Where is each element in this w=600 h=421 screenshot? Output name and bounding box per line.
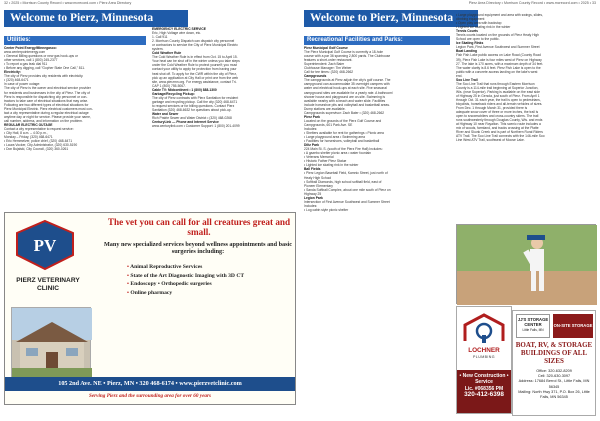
subheading: Diltz Park [304, 143, 320, 148]
vet-tagline: Serving Pierz and the surrounding area for over 60 years [88, 393, 212, 399]
subheading: Garbage/Recycling Pickup: [152, 91, 195, 96]
subheading: Center Point Energy/Minnegasco: [4, 46, 57, 50]
text-line: • Laura Vocker, City Administrator, (320) 630-5190 [4, 143, 78, 148]
section-heading: Recreational Facilities and Parks: [304, 36, 450, 45]
text-line: through Oct. 31 each year, the trail is open to pedestrians, [456, 97, 541, 102]
plumbing-logo [459, 311, 509, 345]
svg-text:PV: PV [33, 236, 57, 255]
office-phone: 320-632-8209 [548, 369, 572, 373]
subheading: EMERGENCY ELECTRIC SERVICE [152, 27, 206, 31]
storage-sign-photo: ON-SITE STORAGE [553, 314, 593, 338]
text-line: Intersection of First Avenue Southwest and Summer Street [304, 199, 390, 204]
vet-service-item: • Endoscopy • Orthopedic surgeries [127, 281, 212, 288]
subheading: Tennis Courts [456, 29, 478, 34]
text-line: Your heat can be shut off in the winter unless you take steps [152, 59, 240, 64]
text-line: 39), Pierz Fish Lake is four miles west of Pierz on Highway [456, 57, 542, 62]
text-line: School are open to the public. [456, 37, 500, 42]
text-line: system. [152, 47, 164, 52]
vet-clinic-name-line-2: CLINIC [37, 285, 59, 293]
text-line: www.centurylink.com • Customer Support: 1 (800) 201-4099 [152, 124, 240, 129]
text-line: Monday – Friday, (320) 468-6471 [4, 135, 53, 140]
subheading: Ice Skating Rinks [456, 41, 484, 46]
running-head: Pierz Area Directory • Morrison County Record • www.mcrecord.com • 2025 • 33 [468, 1, 596, 5]
text-line: The water clarity is 8.6 feet. Pierz Fish Lake is open to the [456, 65, 541, 70]
text-line: County is a 114-mile trail beginning at Superior Junction, [456, 85, 539, 90]
storage-name: JJ'S STORAGE CENTER [517, 317, 549, 328]
text-line: • Facilities for horseshoes, volleyball and basketball [304, 139, 380, 144]
text-line: to request services or for billing questions. Contact Pierz [152, 103, 235, 108]
text-line: CAP 1 (800) 755-5067. [152, 83, 186, 88]
lochner-phone: 320-412-6398 [464, 391, 504, 399]
text-line: garbage and recycling pickup. Call the city (320) 468-6471 [152, 99, 238, 104]
text-line: site, www.pierzmn.org. For energy assistance, contact Tri- [152, 79, 237, 84]
text-line: open to snowmobilers and cross-country skiers. The trail [456, 114, 539, 119]
text-line: Tennis courts located on the grounds of Pierz Healy High [456, 33, 540, 38]
text-line: Healy High School [304, 175, 332, 180]
subheading: Ball Fields [304, 167, 321, 172]
text-line: The Soo Line Trail that runs through Eastern Morrison [456, 81, 535, 86]
text-line: end. [456, 73, 463, 78]
text-line: Includes: [304, 126, 318, 131]
text-line: In case of power outage: [4, 82, 41, 87]
text-line: • (320) 468-6471 [4, 78, 29, 83]
text-line: • Shelters available for rent for gatherings • Picnic area [304, 130, 384, 135]
text-line: • A gazebo shelter picnic area • water fountain [304, 151, 372, 156]
text-line: From Dec. 1 through March 31, provided there is [456, 106, 528, 111]
text-line: contact your utility to apply for protection from having your [152, 67, 237, 72]
text-line: public with a concrete access landing on the lake's west [456, 69, 538, 74]
text-line: The city of Pierz provides city residents with electricity. [4, 74, 84, 79]
vet-clinic-ad [4, 212, 296, 405]
text-line: 27. The lake is 170 acres, with a maximum depth of 34 feet. [456, 61, 544, 66]
text-line: • To report a gas leak dial 911 [4, 62, 48, 67]
text-line: 2. Morrison County Dispatch can dispatch city personnel [152, 39, 235, 44]
storage-logo [516, 314, 550, 338]
text-line: features a short-order restaurant. [304, 58, 353, 63]
text-line: tractors to take care of electrical situations that may arise. [4, 98, 89, 103]
text-line: Located on the grounds of the Pierz Golf Course and [304, 118, 382, 123]
subheading: Water and Sewer [152, 111, 179, 116]
lochner-subtitle: PLUMBING [473, 355, 495, 359]
storage-headline: BOAT, RV, & STORAGE BUILDINGS OF ALL SIZES [515, 341, 593, 365]
subheading: Boat Landing [456, 49, 478, 54]
vet-building-photo [11, 307, 91, 377]
text-line: The Pierz Municipal Golf Course is currently a 18-hole [304, 50, 383, 55]
text-line: heat shut off. To apply for the CWR within the city of Pierz, [152, 71, 237, 76]
text-line: campground can accommodate 35 overnight campers with [304, 82, 390, 87]
lochner-info-bar [457, 370, 511, 413]
page-banner: Welcome to Pierz, Minnesota [4, 10, 188, 27]
text-line: adequate snow cover of three or more inches, the trail is [456, 110, 539, 115]
text-line: climbing equipment [456, 17, 485, 22]
text-line: Legion Park, First Avenue Southwest and Summer Street [456, 45, 540, 50]
text-line: Campgrounds supervisor: Zach Baier • (320) 468-2662 [304, 110, 385, 115]
text-line: • Pierz Legion Baseball Field, Kamnic Street, just north of [304, 171, 388, 176]
text-line: Campgrounds, 601 Park Ave. SE [304, 122, 353, 127]
text-line: The city of Pierz is the owner and electrical service provider [4, 86, 91, 91]
subheading: Campgrounds [304, 74, 327, 79]
text-line: Includes: [304, 203, 318, 208]
vet-clinic-name-line-1: PIERZ VETERINARY [16, 277, 80, 284]
text-line: The campgrounds at Pierz adjoin the city's golf course. The [304, 78, 391, 83]
text-line: Highway 25 [304, 191, 322, 196]
text-line: Superintendent: Zach Baier [304, 62, 345, 67]
text-line: under the Cold Weather Rule to protect yourself; you must [152, 63, 237, 68]
right-page [300, 0, 600, 421]
lochner-license: Lic. #068356 PM [464, 385, 504, 392]
vet-subheadline: Many new specialized services beyond wellness appointments and basic surgeries including: [103, 241, 293, 256]
text-line: Eric, High Voltage wire down, etc. [152, 31, 202, 36]
recreation-column-2 [456, 13, 596, 143]
text-line: shower house and playground are on-site. Swimming is [304, 94, 385, 99]
storage-city: Little Falls, MN [522, 327, 544, 332]
vet-clinic-name [11, 277, 85, 294]
text-line: Wis. (near Superior). Parking is available on the east side [456, 89, 540, 94]
recreation-column-1 [304, 46, 450, 212]
subheading: Soo Line Trail [456, 77, 478, 82]
lochner-name: LOCHNER [468, 347, 500, 354]
text-line: tact a city representative during a regular electrical outage [4, 110, 89, 115]
text-line: • City Hall, 8 a.m. – 4:30 p.m., [4, 130, 48, 135]
text-line: • Don Bujalski, City Council, (320) 360-0261 [4, 147, 69, 152]
subheading: Electricity: [4, 70, 21, 75]
text-line: mix of woods, farmland, and tracks crossing at the Platte [456, 126, 539, 131]
text-line: anytime day or night for service. Please provide your name, [4, 114, 91, 119]
text-line: call number, address, and information on the problem. [4, 118, 83, 123]
text-line: www.centerpointenergy.com [4, 50, 46, 55]
utilities-column-2 [152, 27, 296, 128]
text-line: or contractors to service the City of Pierz Municipal Electric [152, 43, 238, 48]
text-line: • General Billing questions or new gas hook-ups or [4, 54, 78, 59]
text-line: The city of Pierz contracts with Pierz Sanitation for resident [152, 95, 239, 100]
ballplayer-photo [456, 224, 596, 304]
vet-headline: The vet you can call for all creatures great and small. [107, 217, 291, 238]
text-line: available nearby with a beach and water slide. Facilities [304, 98, 386, 103]
subheading: Cold Weather Rule [152, 51, 182, 56]
text-line: Sanitation (320) 468-6632 for questions about pick-up. [152, 107, 232, 112]
subheading: Cable TV: Midcontinent • 1 (800) 888-1300 [152, 87, 217, 92]
text-line: River and Skunk Creek and is part of Northern Rural Riders [456, 130, 543, 135]
text-line: • Log cabin style picnic shelter [304, 207, 349, 212]
text-line: for residents and businesses in the city of Pierz. The city of [4, 90, 90, 95]
text-line: • Before any digging, call "Gopher State One Call," 811. [4, 66, 85, 71]
text-line: • Veterans Memorial [304, 155, 334, 160]
text-line: 1. Call 911 [152, 35, 168, 40]
vet-contact-bar: 105 2nd Ave. NE • Pierz, MN • 320 468-6174 • www.pierzvetclinic.com [5, 377, 295, 391]
text-line: 224 Main St. S. (south of the Pierz Fire Hall) Includes: [304, 147, 383, 152]
text-line: Rich Prairie Sewer and Water District • (320) 468-0268 [152, 116, 232, 121]
lochner-services: • New Construction • Service [459, 373, 509, 386]
storage-address: Address: 17684 Berrol St., Little Falls, MN 56345 [518, 379, 590, 389]
text-line: • Historic Father Pierz Statue [304, 159, 347, 164]
vet-service-item: • Animal Reproductive Services [127, 264, 203, 270]
text-line: pick up an application at City Hall or print one from the web [152, 75, 239, 80]
text-line: other services, call 1 (800) 245-2377 [4, 58, 58, 63]
text-line: bicyclists, horseback riders and all-terrain vehicles of sizes. [456, 102, 543, 107]
subheading: Pierz Park [304, 114, 320, 119]
text-line: • Lighted ice skating rink in the winter [304, 163, 359, 168]
text-line: • Lighted ice skating rink in the winter [456, 25, 511, 30]
text-line: water and electrical hook-ups at each site. Five seasonal [304, 86, 387, 91]
section-heading: Utilities: [4, 36, 146, 45]
text-line: runs southwesterly through Douglas County, Wis. and ends [456, 118, 543, 123]
text-line: Call for tee times: (320) 468-2662 [304, 70, 354, 75]
text-line: campground sites are available for a yearly rate. A bathroom/ [304, 90, 393, 95]
text-line: of Highway 25 in Genola, just south of Pierz. From April 1 [456, 93, 540, 98]
lochner-plumbing-ad [456, 306, 512, 414]
text-line: Contact a city representative to request service: [4, 126, 74, 131]
subheading: Legion Park [304, 195, 323, 200]
text-line: Pierz Municipal Electric. Pierz electrical customers must con- [4, 106, 93, 111]
vet-service-item: • Online pharmacy [127, 289, 173, 296]
vet-services-list [127, 263, 279, 297]
utilities-column-1 [4, 46, 146, 151]
text-line: • Large playground equipment and area with swings, slides, [456, 13, 543, 17]
text-line: The Cold Weather Rule is in effect from Oct. 15 to April 15. [152, 55, 238, 60]
storage-mailing: Mailing: North Hwy 371, P.O. Box 26, Little Falls, MN 56345 [518, 389, 590, 400]
cell-phone: 320-630-3097 [546, 374, 571, 379]
text-line: course with a par 36 spanning 2,800 yards. The Clubhouse [304, 54, 391, 59]
text-line: • Large playground area • Swimming area [304, 135, 365, 140]
text-line: include horseshoe pits and volleyball and basketball areas. [304, 102, 390, 107]
vet-logo [11, 219, 79, 271]
text-line: Pierz is responsible for dispatching city personnel or con- [4, 94, 88, 99]
text-line: Dump stations are available. [304, 106, 346, 111]
vet-service-item: • State of the Art Diagnostic Imaging with 3D CT [127, 272, 245, 279]
text-line: • Open play area with backstop [456, 21, 502, 26]
text-line: • Softball Diamonds, high school softball field, east of [304, 179, 382, 184]
text-line: Clubhouse Manager: Tim Weber [304, 66, 352, 71]
text-line: at Highway 10 near Royalton. This scenic route includes a [456, 122, 541, 127]
text-line: • Eric Hemmelver, police chief, (320) 468-6471 [4, 139, 73, 144]
running-head: 32 • 2025 • Morrison County Record • www.mcrecord.com • Pierz Area Directory [4, 1, 132, 5]
text-line: Following are two different types of electrical situations for [4, 102, 89, 107]
text-line: Line West ATV Trail, southwest of Moose Lake. [456, 138, 525, 143]
page-banner: Welcome to Pierz, Minnesota [304, 10, 478, 27]
text-line: • Sanda Softball Complex, about one mile south of Pierz on [304, 187, 391, 192]
text-line: ATV Trail. The Soo Line Trail connects with the 146-mile Soo [456, 134, 545, 139]
text-line: Pioneer Elementary [304, 183, 333, 188]
text-line: Fish Fish Lake public access on Lake Road (County Road [456, 53, 541, 58]
subheading: REGULAR ELECTRIC OUTAGE [4, 122, 53, 127]
subheading: Pierz Municipal Golf Course [304, 46, 348, 50]
storage-center-ad [512, 310, 596, 416]
subheading: CenturyLink — Phone and Internet Service [152, 120, 219, 125]
storage-contact: Office: 320-632-8209 Cell: 320-630-3097 Address: 17684 Berrol St., Little Falls, MN 56345 Mailing: North Hwy 371, P.O. Box 26, Little Falls, MN 56345 [515, 369, 593, 400]
